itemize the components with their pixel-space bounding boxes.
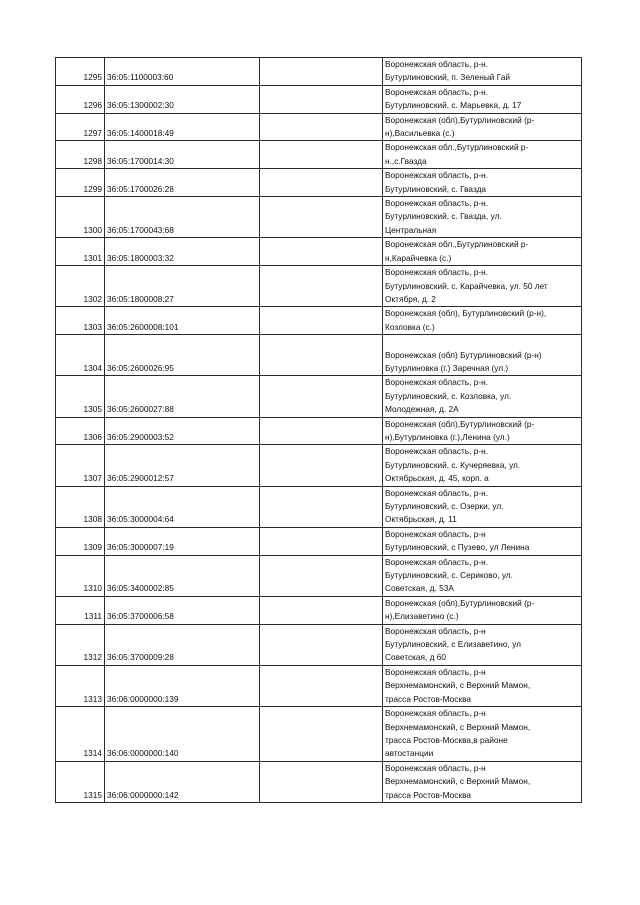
row-number-cell: 1306 [56,417,105,445]
table-row [56,596,582,624]
row-number-cell: 1308 [56,486,105,527]
cadastral-number-cell: 36:05:1700043:68 [105,197,260,238]
row-number-cell: 1302 [56,266,105,307]
row-number-cell: 1310 [56,555,105,596]
registry-table-body [56,58,582,803]
cadastral-number-cell: 36:05:1800003:32 [105,238,260,266]
address-cell: Воронежская область, р-н Бутурлиновский, с Елизаветино, ул Советская, д 60 [383,624,582,665]
table-row [56,238,582,266]
table-row [56,624,582,665]
cadastral-number-cell: 36:06:0000000:139 [105,665,260,706]
empty-cell [260,335,383,376]
row-number-cell: 1300 [56,197,105,238]
empty-cell [260,417,383,445]
table-row [56,85,582,113]
address-cell: Воронежская область, р-н Верхнемамонский, с Верхний Мамон, трасса Ростов-Москва [383,665,582,706]
row-number-cell: 1297 [56,113,105,141]
address-cell: Воронежская область, р-н. Бутурлиновский, с. Озерки, ул. Октябрьская, д. 11 [383,486,582,527]
address-cell: Воронежская область, р-н. Бутурлиновский, с. Гвазда, ул. Центральная [383,197,582,238]
property-registry-table [55,57,582,803]
cadastral-number-cell: 36:05:2900012:57 [105,445,260,486]
empty-cell [260,197,383,238]
cadastral-number-cell: 36:05:2600026:95 [105,335,260,376]
empty-cell [260,141,383,169]
address-cell: Воронежская (обл),Бутурлиновский (р- н),Васильевка (с.) [383,113,582,141]
empty-cell [260,486,383,527]
cadastral-number-cell: 36:06:0000000:140 [105,707,260,762]
row-number-cell: 1298 [56,141,105,169]
address-cell: Воронежская область, р-н. Бутурлиновский, с. Марьевка, д. 17 [383,85,582,113]
cadastral-number-cell: 36:05:1800008:27 [105,266,260,307]
row-number-cell: 1305 [56,376,105,417]
row-number-cell: 1315 [56,761,105,802]
empty-cell [260,58,383,86]
cadastral-number-cell: 36:05:2600008:101 [105,307,260,335]
empty-cell [260,761,383,802]
empty-cell [260,376,383,417]
empty-cell [260,445,383,486]
address-cell: Воронежская (обл), Бутурлиновский (р-н), Козловка (с.) [383,307,582,335]
address-cell: Воронежская область, р-н. Бутурлиновский, с. Гвазда [383,169,582,197]
empty-cell [260,707,383,762]
table-row [56,113,582,141]
cadastral-number-cell: 36:05:1100003:60 [105,58,260,86]
empty-cell [260,169,383,197]
table-row [56,197,582,238]
cadastral-number-cell: 36:05:3000004:64 [105,486,260,527]
address-cell: Воронежская область, р-н. Бутурлиновский, п. Зеленый Гай [383,58,582,86]
table-row [56,58,582,86]
address-cell: Воронежская обл.,Бутурлиновский р- н,Карайчевка (с.) [383,238,582,266]
row-number-cell: 1313 [56,665,105,706]
address-cell: Воронежская область, р-н Бутурлиновский, с Пузево, ул Ленина [383,527,582,555]
address-cell: Воронежская область, р-н. Бутурлиновский, с. Карайчевка, ул. 50 лет Октября, д. 2 [383,266,582,307]
table-row [56,266,582,307]
empty-cell [260,665,383,706]
table-row [56,307,582,335]
address-cell: Воронежская область, р-н. Бутурлиновский, с. Кучеряевка, ул. Октябрьская, д. 45, корп. а [383,445,582,486]
cadastral-number-cell: 36:05:2900003:52 [105,417,260,445]
row-number-cell: 1304 [56,335,105,376]
cadastral-number-cell: 36:05:1700026:28 [105,169,260,197]
cadastral-number-cell: 36:05:3700006:58 [105,596,260,624]
table-row [56,707,582,762]
cadastral-number-cell: 36:05:1700014:30 [105,141,260,169]
row-number-cell: 1312 [56,624,105,665]
address-cell: Воронежская (обл),Бутурлиновский (р- н),Бутурлиновка (г.),Ленина (ул.) [383,417,582,445]
empty-cell [260,307,383,335]
row-number-cell: 1301 [56,238,105,266]
row-number-cell: 1307 [56,445,105,486]
empty-cell [260,266,383,307]
empty-cell [260,555,383,596]
empty-cell [260,113,383,141]
row-number-cell: 1314 [56,707,105,762]
table-row [56,141,582,169]
cadastral-number-cell: 36:05:2600027:88 [105,376,260,417]
table-row [56,486,582,527]
address-cell: Воронежская (обл) Бутурлиновский (р-н) Бутурлиновка (г.) Заречная (ул.) [383,335,582,376]
address-cell: Воронежская область, р-н Верхнемамонский, с Верхний Мамон, трасса Ростов-Москва [383,761,582,802]
row-number-cell: 1296 [56,85,105,113]
row-number-cell: 1309 [56,527,105,555]
address-cell: Воронежская обл.,Бутурлиновский р- н.,с.Гвазда [383,141,582,169]
cadastral-number-cell: 36:05:1400018:49 [105,113,260,141]
address-cell: Воронежская область, р-н Верхнемамонский, с Верхний Мамон, трасса Ростов-Москва,в районе автостанции [383,707,582,762]
cadastral-number-cell: 36:05:1300002:30 [105,85,260,113]
table-row [56,527,582,555]
table-row [56,665,582,706]
empty-cell [260,624,383,665]
empty-cell [260,85,383,113]
table-row [56,376,582,417]
cadastral-number-cell: 36:06:0000000:142 [105,761,260,802]
table-row [56,445,582,486]
cadastral-number-cell: 36:05:3700009:28 [105,624,260,665]
address-cell: Воронежская область, р-н. Бутурлиновский, с. Козловка, ул. Молодежная, д. 2А [383,376,582,417]
address-cell: Воронежская (обл),Бутурлиновский (р- н),Елизаветино (с.) [383,596,582,624]
table-row [56,761,582,802]
row-number-cell: 1303 [56,307,105,335]
row-number-cell: 1299 [56,169,105,197]
row-number-cell: 1311 [56,596,105,624]
table-row [56,335,582,376]
empty-cell [260,238,383,266]
cadastral-number-cell: 36:05:3000007:19 [105,527,260,555]
table-row [56,417,582,445]
address-cell: Воронежская область, р-н. Бутурлиновский, с. Сериково, ул. Советская, д. 53А [383,555,582,596]
empty-cell [260,596,383,624]
cadastral-number-cell: 36:05:3400002:85 [105,555,260,596]
table-row [56,555,582,596]
row-number-cell: 1295 [56,58,105,86]
table-row [56,169,582,197]
empty-cell [260,527,383,555]
